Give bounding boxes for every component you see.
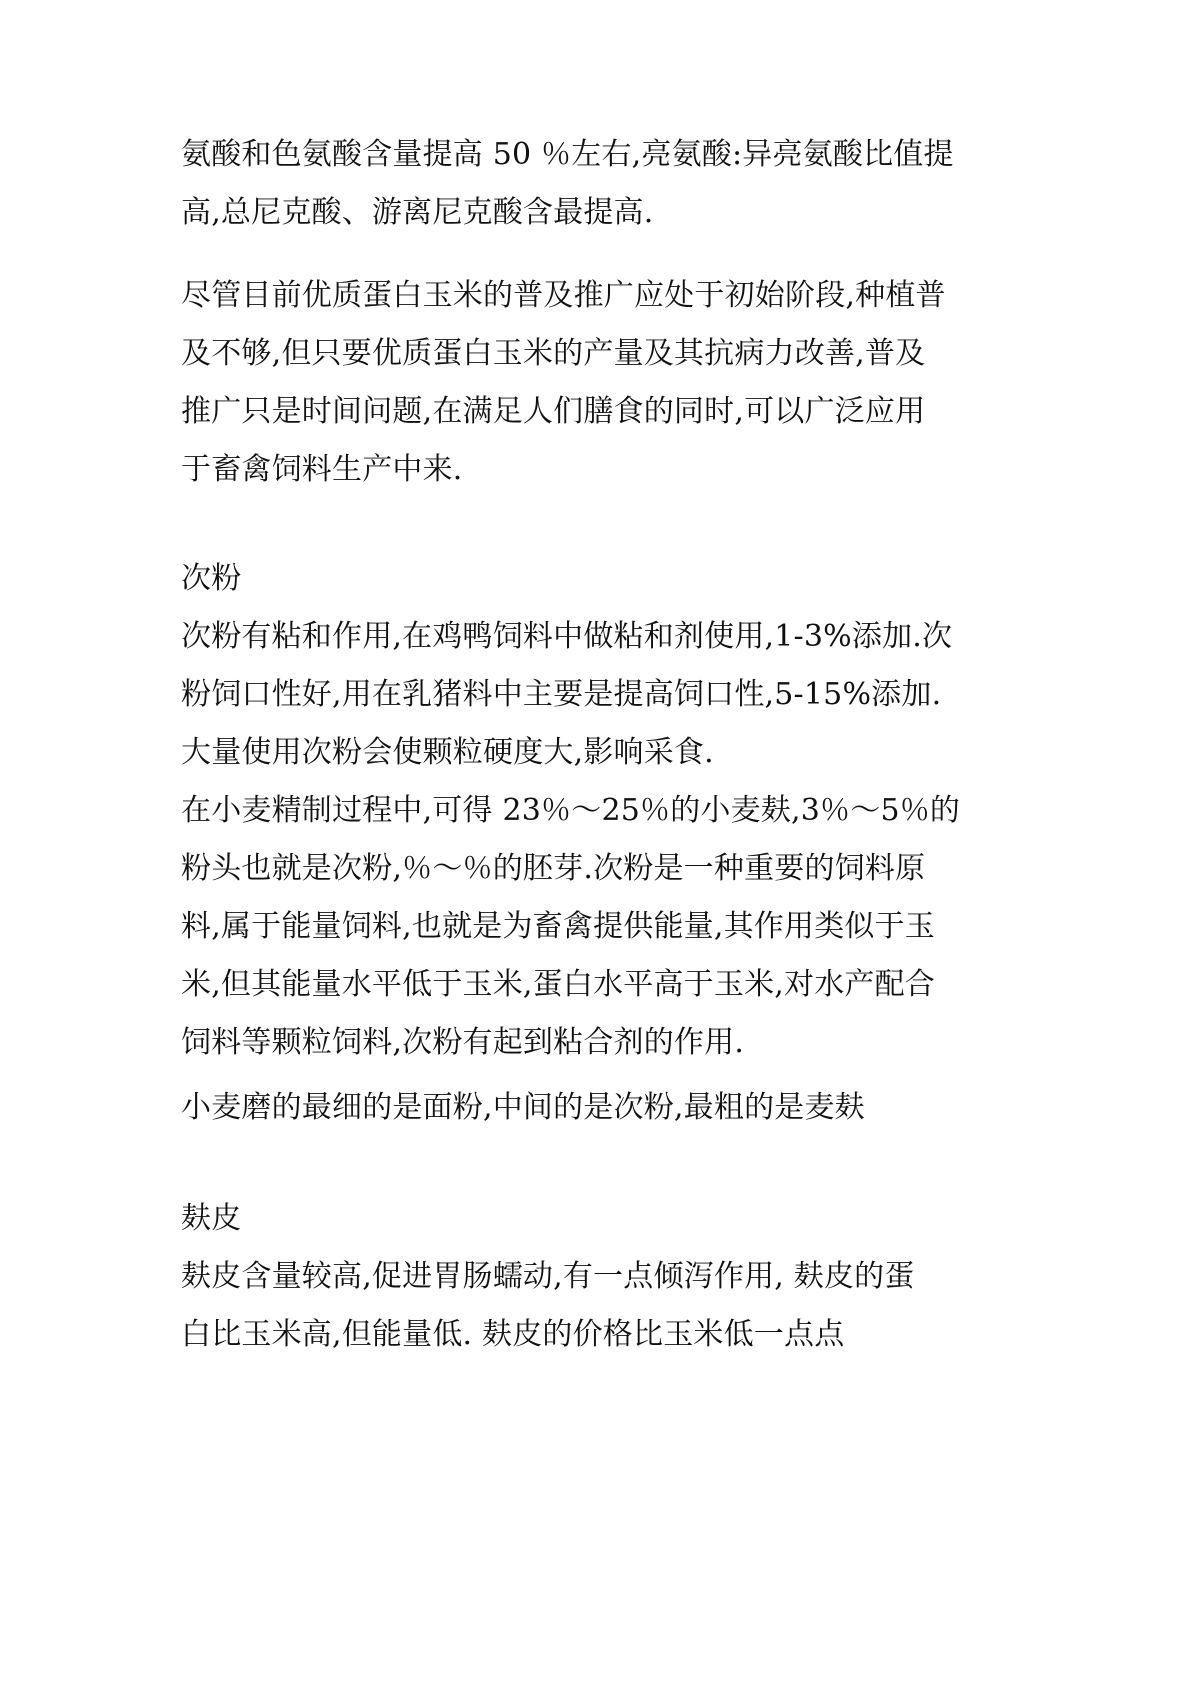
paragraph-1-line-1: 氨酸和色氨酸含量提高 50 ％左右,亮氨酸:异亮氨酸比值提	[181, 137, 954, 172]
section-cifen-line-4: 在小麦精制过程中,可得 23％～25％的小麦麸,3％～5％的	[181, 793, 961, 828]
section-cifen-line-8: 饲料等颗粒饲料,次粉有起到粘合剂的作用.	[181, 1025, 745, 1060]
paragraph-2-line-1: 尽管目前优质蛋白玉米的普及推广应处于初始阶段,种植普	[181, 278, 946, 313]
section-fupi-line-2: 白比玉米高,但能量低. 麸皮的价格比玉米低一点点	[181, 1317, 845, 1352]
section-cifen-line-7: 米,但其能量水平低于玉米,蛋白水平高于玉米,对水产配合	[181, 967, 936, 1002]
paragraph-2-line-2: 及不够,但只要优质蛋白玉米的产量及其抗病力改善,普及	[181, 336, 926, 371]
paragraph-2-line-4: 于畜禽饲料生产中来.	[181, 452, 463, 487]
paragraph-2-line-3: 推广只是时间问题,在满足人们膳食的同时,可以广泛应用	[181, 394, 926, 429]
section-cifen-line-9: 小麦磨的最细的是面粉,中间的是次粉,最粗的是麦麸	[181, 1090, 865, 1125]
section-fupi-heading: 麸皮	[181, 1201, 242, 1236]
section-cifen-line-6: 料,属于能量饲料,也就是为畜禽提供能量,其作用类似于玉	[181, 909, 936, 944]
paragraph-1-line-2: 高,总尼克酸、游离尼克酸含最提高.	[181, 195, 654, 230]
section-fupi-line-1: 麸皮含量较高,促进胃肠蠕动,有一点倾泻作用, 麸皮的蛋	[181, 1259, 915, 1294]
section-cifen-line-3: 大量使用次粉会使颗粒硬度大,影响采食.	[181, 735, 714, 770]
section-cifen-line-2: 粉饲口性好,用在乳猪料中主要是提高饲口性,5-15%添加.	[181, 677, 942, 712]
section-cifen-heading: 次粉	[181, 561, 242, 596]
section-cifen-line-5: 粉头也就是次粉,％～％的胚芽.次粉是一种重要的饲料原	[181, 851, 926, 886]
section-cifen-line-1: 次粉有粘和作用,在鸡鸭饲料中做粘和剂使用,1-3%添加.次	[181, 619, 953, 654]
